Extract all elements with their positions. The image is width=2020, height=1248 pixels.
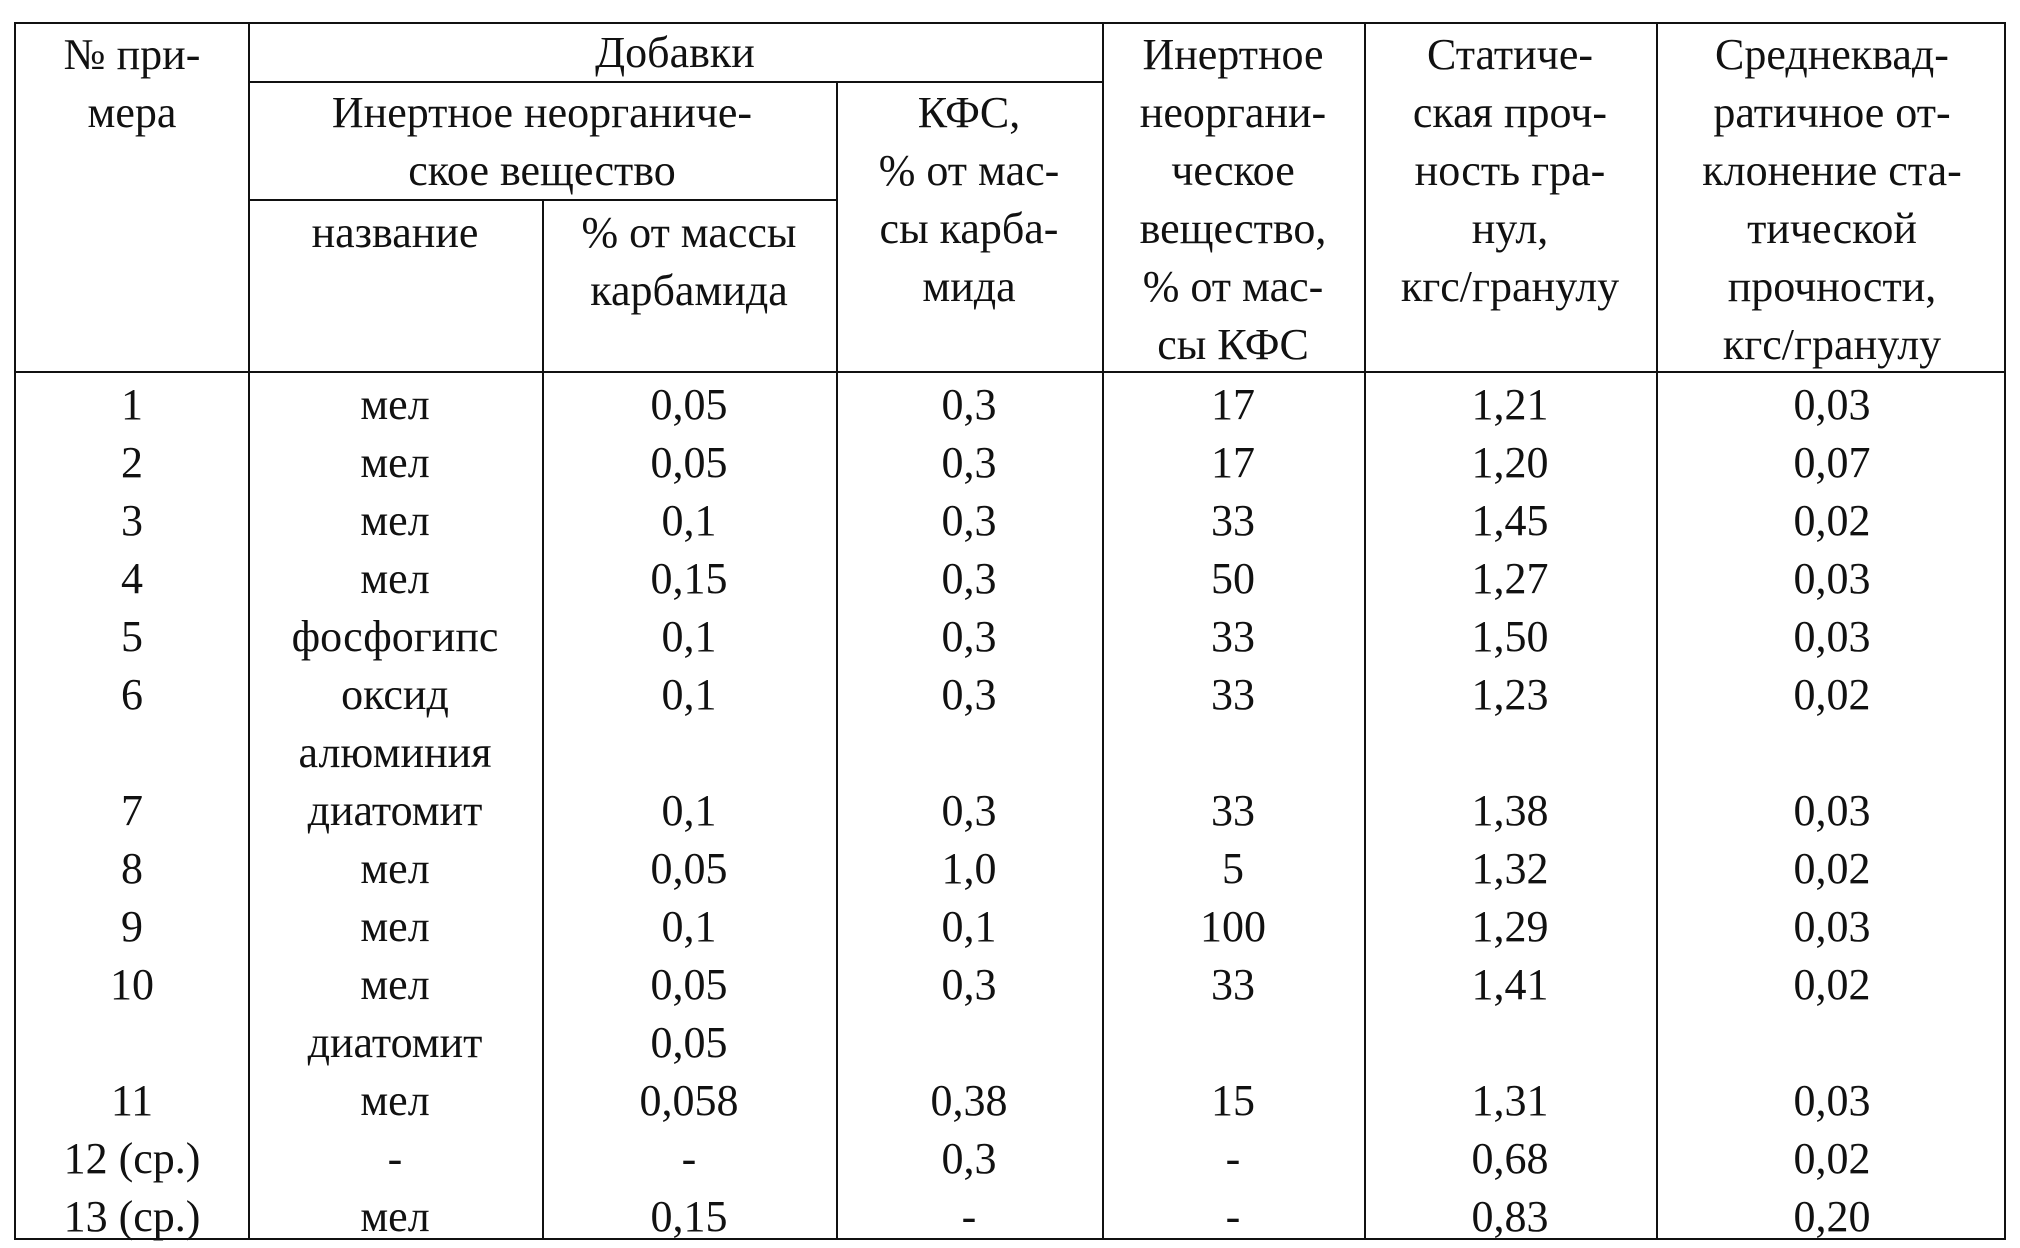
header-static-strength: Статиче- ская проч- ность гра- нул, кгс/гранулу — [1400, 30, 1620, 311]
table-cell: 0,07 — [1793, 438, 1871, 487]
table-cell: 0,05 — [650, 844, 728, 893]
table-cell — [836, 724, 1102, 782]
table-cell: 1,21 — [1471, 380, 1549, 429]
table-cell: оксид — [341, 670, 449, 719]
table-cell: диатомит — [307, 786, 483, 835]
table-cell: 1,31 — [1471, 1076, 1549, 1125]
table-cell: 7 — [121, 786, 143, 835]
table-cell — [1364, 724, 1656, 782]
table-cell: - — [387, 1134, 403, 1183]
table-cell: 17 — [1211, 380, 1255, 429]
table-cell: 2 — [121, 438, 143, 487]
header-inert-substance: Инертное неорганиче- ское вещество — [331, 88, 753, 195]
table-cell: 0,02 — [1793, 960, 1871, 1009]
header-std-dev: Среднеквад- ратичное от- клонение ста- тической прочности, кгс/гранулу — [1702, 30, 1962, 369]
header-inert-pct-kfs: Инертное неоргани- ческое вещество, % от мас- сы КФС — [1139, 30, 1327, 369]
column-example-no — [16, 376, 248, 1246]
table-cell: 33 — [1211, 786, 1255, 835]
table-cell: 1 — [121, 380, 143, 429]
table-cell: 1,50 — [1471, 612, 1549, 661]
table-cell: 0,3 — [941, 496, 997, 545]
table-cell: 0,03 — [1793, 612, 1871, 661]
table-cell: 0,3 — [941, 670, 997, 719]
table-cell: 33 — [1211, 670, 1255, 719]
table-cell: 0,1 — [661, 670, 717, 719]
table-cell — [16, 1014, 248, 1072]
table-cell: 5 — [121, 612, 143, 661]
table-cell: 0,058 — [639, 1076, 739, 1125]
table-cell: 0,02 — [1793, 670, 1871, 719]
table-cell: 33 — [1211, 496, 1255, 545]
column-name — [248, 376, 542, 1246]
table-cell: 0,3 — [941, 960, 997, 1009]
table-cell — [16, 724, 248, 782]
table-cell: 0,1 — [941, 902, 997, 951]
table-cell: 5 — [1222, 844, 1244, 893]
table-cell: 0,03 — [1793, 554, 1871, 603]
table-cell: 0,3 — [941, 380, 997, 429]
table-cell: 1,20 — [1471, 438, 1549, 487]
header-additives: Добавки — [595, 28, 755, 77]
table-cell: 0,3 — [941, 786, 997, 835]
table-cell: 1,45 — [1471, 496, 1549, 545]
table-cell: мел — [360, 380, 430, 429]
table-cell: 17 — [1211, 438, 1255, 487]
table-cell: 0,3 — [941, 1134, 997, 1183]
table-cell: 1,38 — [1471, 786, 1549, 835]
table-cell: 0,1 — [661, 496, 717, 545]
table-cell: 4 — [121, 554, 143, 603]
table-cell: 0,83 — [1471, 1192, 1549, 1241]
table-cell: мел — [360, 438, 430, 487]
table-cell: 10 — [110, 960, 154, 1009]
table-cell: фосфогипс — [291, 612, 499, 661]
table-cell: мел — [360, 844, 430, 893]
header-example-no: № при- мера — [63, 30, 201, 137]
column-inert-pct-kfs — [1102, 376, 1364, 1246]
table-cell: 0,3 — [941, 554, 997, 603]
table-cell: 0,1 — [661, 612, 717, 661]
table-cell: мел — [360, 902, 430, 951]
table-cell: мел — [360, 496, 430, 545]
table-cell — [1656, 724, 2008, 782]
table-cell: 1,32 — [1471, 844, 1549, 893]
table-cell: - — [961, 1192, 977, 1241]
header-kfs: КФС, % от мас- сы карба- мида — [878, 88, 1060, 311]
column-static-strength — [1364, 376, 1656, 1246]
table-cell: 0,20 — [1793, 1192, 1871, 1241]
table-cell: 1,23 — [1471, 670, 1549, 719]
table-cell: 50 — [1211, 554, 1255, 603]
table-cell: 11 — [110, 1076, 154, 1125]
table-cell: диатомит — [307, 1018, 483, 1067]
table-cell: 0,15 — [650, 554, 728, 603]
table-cell: 1,27 — [1471, 554, 1549, 603]
table-cell — [1364, 1014, 1656, 1072]
table-cell: 0,38 — [930, 1076, 1008, 1125]
table-cell: алюминия — [298, 728, 492, 777]
table-cell: 33 — [1211, 612, 1255, 661]
table-cell: 0,03 — [1793, 902, 1871, 951]
table-cell: 0,03 — [1793, 786, 1871, 835]
table-cell: - — [1225, 1134, 1241, 1183]
table-cell: 0,03 — [1793, 1076, 1871, 1125]
table-cell: 0,05 — [650, 960, 728, 1009]
table-cell — [1656, 1014, 2008, 1072]
table-cell: 1,29 — [1471, 902, 1549, 951]
table-cell: 0,1 — [661, 902, 717, 951]
data-table — [14, 22, 2006, 1240]
table-cell: 12 (ср.) — [63, 1134, 201, 1183]
table-cell: 1,0 — [941, 844, 997, 893]
table-cell: мел — [360, 960, 430, 1009]
table-cell: мел — [360, 1076, 430, 1125]
table-cell: - — [1225, 1192, 1241, 1241]
table-cell: мел — [360, 554, 430, 603]
table-cell: - — [681, 1134, 697, 1183]
table-cell: 0,05 — [650, 438, 728, 487]
table-cell: 0,05 — [650, 380, 728, 429]
table-cell — [836, 1014, 1102, 1072]
column-std-dev — [1656, 376, 2008, 1246]
table-cell: 9 — [121, 902, 143, 951]
table-cell: 3 — [121, 496, 143, 545]
table-cell: 15 — [1211, 1076, 1255, 1125]
table-cell: 0,3 — [941, 612, 997, 661]
table-cell: 0,3 — [941, 438, 997, 487]
table-cell: 0,03 — [1793, 380, 1871, 429]
table-cell: 0,02 — [1793, 496, 1871, 545]
table-cell: 0,02 — [1793, 1134, 1871, 1183]
table-cell: 6 — [121, 670, 143, 719]
table-cell: 0,02 — [1793, 844, 1871, 893]
table-cell: мел — [360, 1192, 430, 1241]
table-cell: 100 — [1200, 902, 1266, 951]
table-cell — [1102, 1014, 1364, 1072]
table-cell: 0,1 — [661, 786, 717, 835]
table-cell: 8 — [121, 844, 143, 893]
table-cell: 0,15 — [650, 1192, 728, 1241]
table-cell — [542, 724, 836, 782]
table-cell: 33 — [1211, 960, 1255, 1009]
table-cell: 0,05 — [650, 1018, 728, 1067]
table-cell: 0,68 — [1471, 1134, 1549, 1183]
column-kfs — [836, 376, 1102, 1246]
header-pct-carbamide: % от массы карбамида — [581, 208, 797, 315]
table-cell: 1,41 — [1471, 960, 1549, 1009]
header-name: название — [311, 208, 479, 257]
column-pct-carbamide — [542, 376, 836, 1246]
table-cell — [1102, 724, 1364, 782]
table-cell: 13 (ср.) — [63, 1192, 201, 1241]
